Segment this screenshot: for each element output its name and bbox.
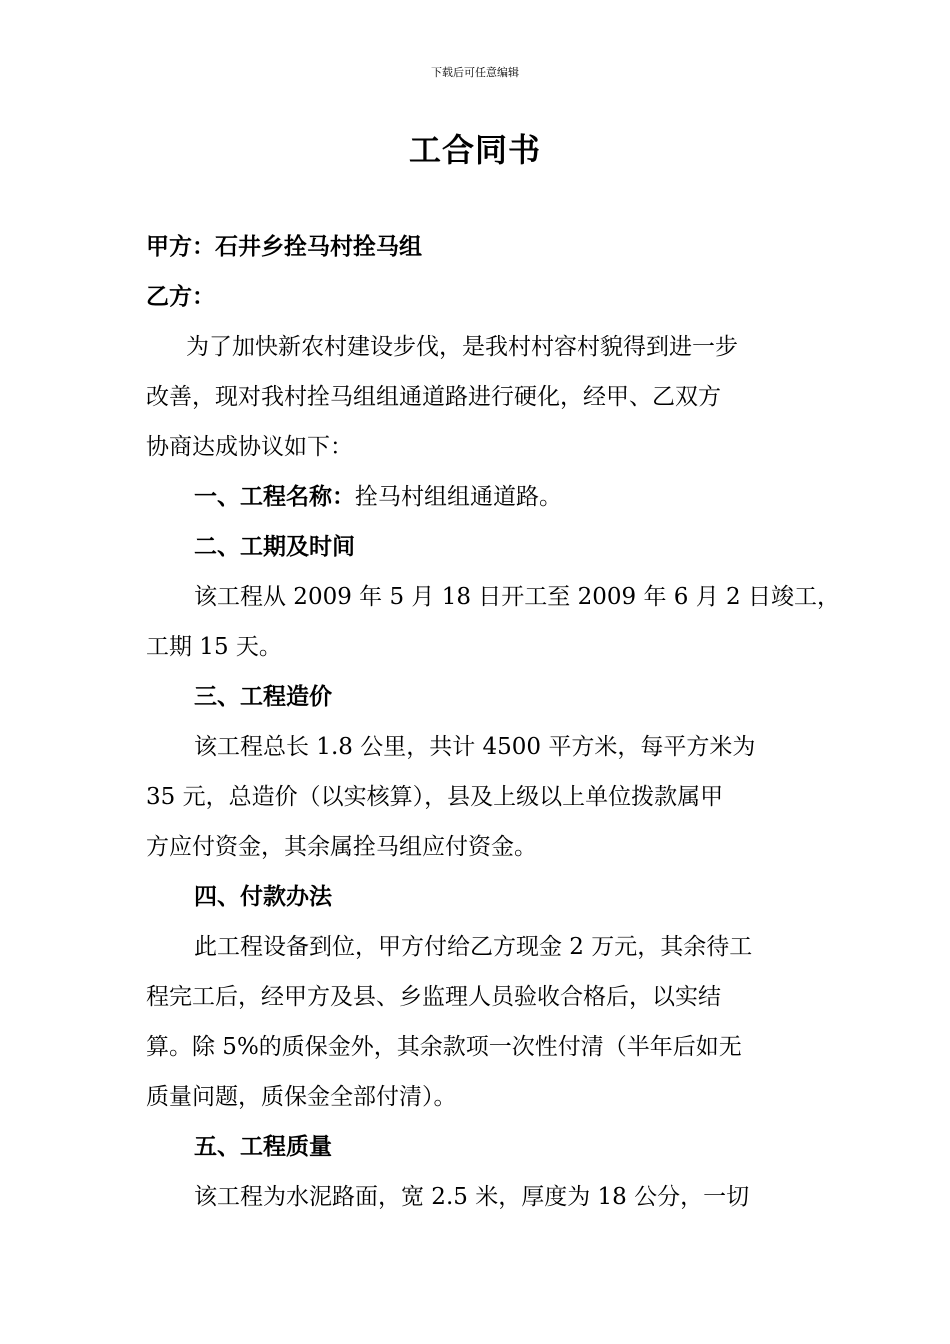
section-5-line: 该工程为水泥路面，宽 2.5 米，厚度为 18 公分，一切	[194, 1184, 750, 1210]
section-2-line: 该工程从 2009 年 5 月 18 日开工至 2009 年 6 月 2 日竣工，	[194, 584, 840, 610]
section-4-heading: 四、付款办法	[194, 883, 332, 910]
section-4-line: 程完工后，经甲方及县、乡监理人员验收合格后，以实结	[146, 984, 721, 1010]
party-b: 乙方：	[146, 283, 215, 310]
section-2-line: 工期 15 天。	[146, 634, 282, 660]
section-3-line: 方应付资金，其余属拴马组应付资金。	[146, 834, 537, 860]
section-3-heading: 三、工程造价	[194, 683, 332, 710]
preamble-line: 改善，现对我村拴马组组通道路进行硬化，经甲、乙双方	[146, 384, 721, 410]
section-3-line: 该工程总长 1.8 公里，共计 4500 平方米，每平方米为	[194, 734, 756, 760]
section-4-line: 质量问题，质保金全部付清）。	[146, 1084, 457, 1110]
preamble-line: 为了加快新农村建设步伐，是我村村容村貌得到进一步	[186, 334, 738, 360]
section-1	[194, 479, 562, 515]
section-1-text: 拴马村组组通道路。	[355, 484, 562, 510]
preamble-line: 协商达成协议如下：	[146, 434, 353, 460]
document-title: 工合同书	[408, 131, 541, 169]
section-2-heading: 二、工期及时间	[194, 533, 355, 560]
section-5-heading: 五、工程质量	[194, 1133, 332, 1160]
section-1-heading: 一、工程名称：	[194, 483, 355, 510]
section-4-line: 算。除 5%的质保金外，其余款项一次性付清（半年后如无	[146, 1034, 742, 1060]
section-3-line: 35 元，总造价（以实核算），县及上级以上单位拨款属甲	[146, 784, 724, 810]
party-a: 甲方：石井乡拴马村拴马组	[146, 233, 422, 260]
header-note: 下载后可任意编辑	[431, 66, 519, 79]
section-4-line: 此工程设备到位，甲方付给乙方现金 2 万元，其余待工	[194, 934, 753, 960]
